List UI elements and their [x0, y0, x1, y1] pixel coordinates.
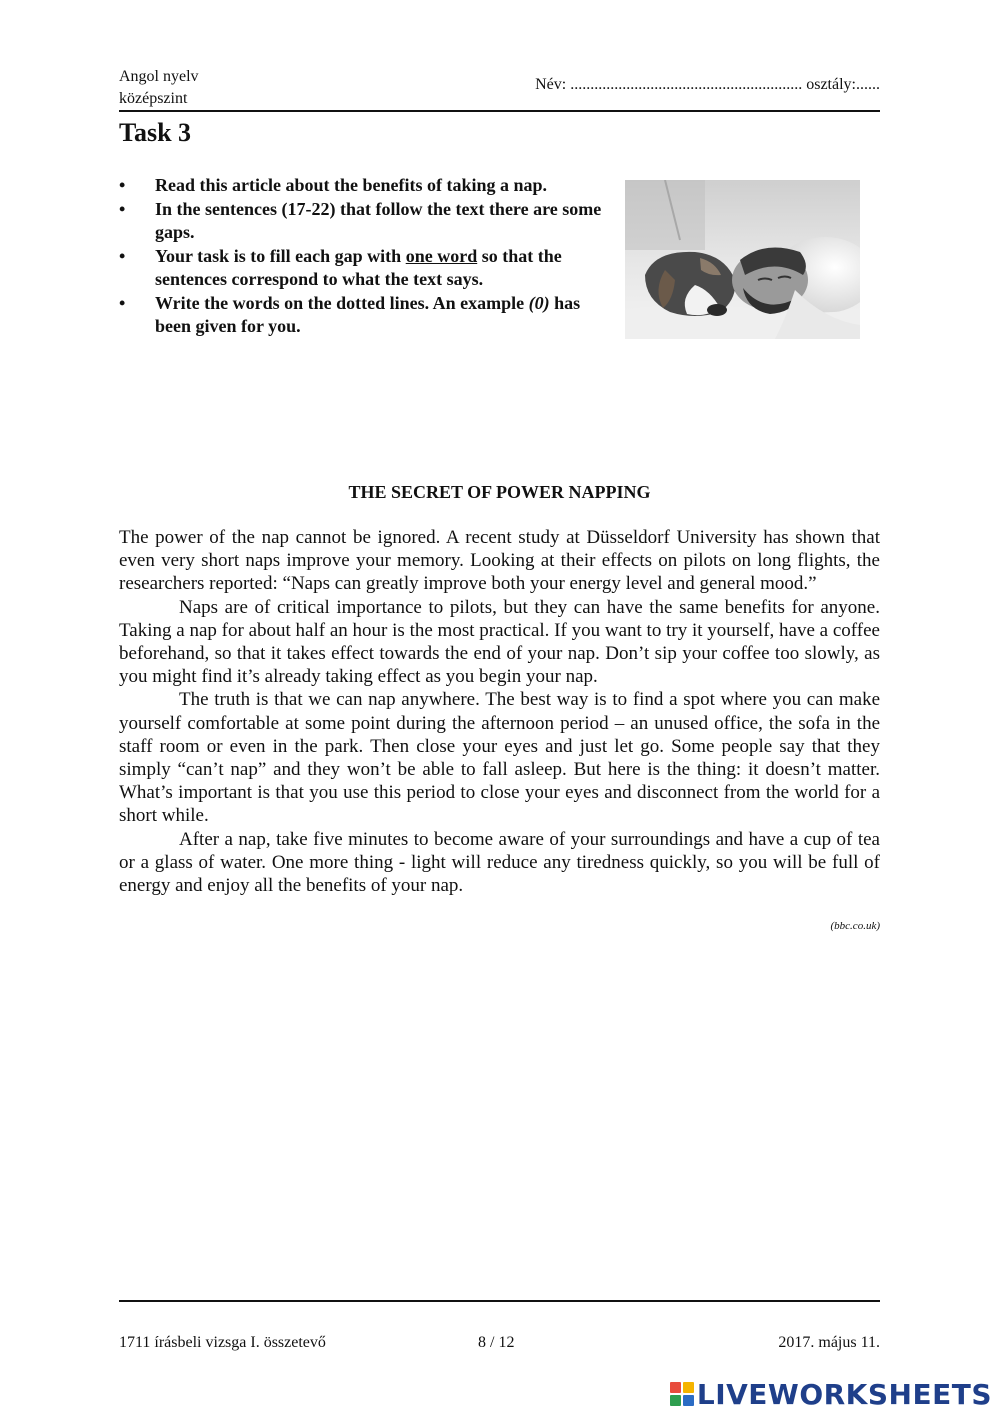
footer-rule — [119, 1300, 880, 1302]
bullet-icon: • — [119, 292, 126, 313]
header-level: középszint — [119, 90, 188, 107]
liveworksheets-wordmark: LIVEWORKSHEETS — [696, 1377, 992, 1411]
bullet-icon: • — [119, 198, 126, 219]
article-paragraph: The power of the nap cannot be ignored. A recent study at Düsseldorf University has shown that even very short naps improve your memory. Looking at their effects on pilots on long flights, the researchers reported: “Naps can greatly improve both your energy level and general mood.” — [119, 527, 880, 595]
article-paragraph: The truth is that we can nap anywhere. The best way is to find a spot where you can make yourself comfortable at some point during the afternoon period – an unused office, the sofa in the staff room or even in the park. Then close your eyes and just let go. Some people say that they simply “can’t nap” and they won’t be able to fall asleep. But here is the thing: it doesn’t matter. What’s important is that you use this period to close your eyes and disconnect from the world for a short while. — [119, 689, 880, 827]
instruction-text-post: has been given for you. — [155, 292, 581, 336]
liveworksheets-logo-icon — [670, 1382, 694, 1406]
header-rule — [119, 110, 880, 112]
instruction-item — [119, 292, 619, 339]
name-class-field: Név: .......................................................... osztály:...... — [535, 76, 880, 93]
article-body — [119, 526, 880, 897]
instruction-text-italic: (0) — [528, 292, 550, 313]
logo-square — [683, 1395, 694, 1406]
instruction-text: In the sentences (17-22) that follow the text there are some gaps. — [155, 198, 602, 242]
instruction-item — [119, 198, 619, 245]
task-title: Task 3 — [119, 118, 192, 147]
header-subject: Angol nyelv — [119, 68, 199, 85]
logo-square — [683, 1382, 694, 1393]
article-paragraph: Naps are of critical importance to pilots, but they can have the same benefits for anyone. Taking a nap for about half an hour is the most practical. If you want to try it yourself, have a coffee beforehand, so that it takes effect towards the end of your nap. Don’t sip your coffee too slowly, as you might find it’s already taking effect as you begin your nap. — [119, 596, 880, 688]
bullet-icon: • — [119, 245, 126, 266]
footer-page-number: 8 / 12 — [478, 1334, 515, 1351]
article-title: THE SECRET OF POWER NAPPING — [348, 482, 651, 502]
instruction-item — [119, 174, 619, 198]
sleeping-man-and-dog-photo — [625, 180, 860, 339]
logo-square — [670, 1382, 681, 1393]
instruction-text-pre: Write the words on the dotted lines. An example — [155, 292, 529, 313]
footer-exam: 1711 írásbeli vizsga I. összetevő — [119, 1334, 326, 1351]
logo-square — [670, 1395, 681, 1406]
footer-date: 2017. május 11. — [778, 1334, 880, 1351]
liveworksheets-logo — [670, 1377, 992, 1411]
article-paragraph: After a nap, take five minutes to become aware of your surroundings and have a cup of tea or a glass of water. One more thing - light will reduce any tiredness quickly, so you will be full of energy and enjoy all the benefits of your nap. — [119, 828, 880, 897]
instruction-text-post: so that the sentences correspond to what the text says. — [155, 245, 562, 289]
instruction-list — [119, 174, 619, 339]
bullet-icon: • — [119, 175, 126, 195]
instruction-item — [119, 245, 619, 292]
instruction-text-pre: Your task is to fill each gap with — [155, 245, 406, 266]
header-subject-block — [119, 66, 199, 110]
instruction-text: Read this article about the benefits of taking a nap. — [155, 175, 548, 195]
instruction-text-underlined: one word — [405, 245, 478, 266]
article-source: (bbc.co.uk) — [830, 920, 880, 932]
